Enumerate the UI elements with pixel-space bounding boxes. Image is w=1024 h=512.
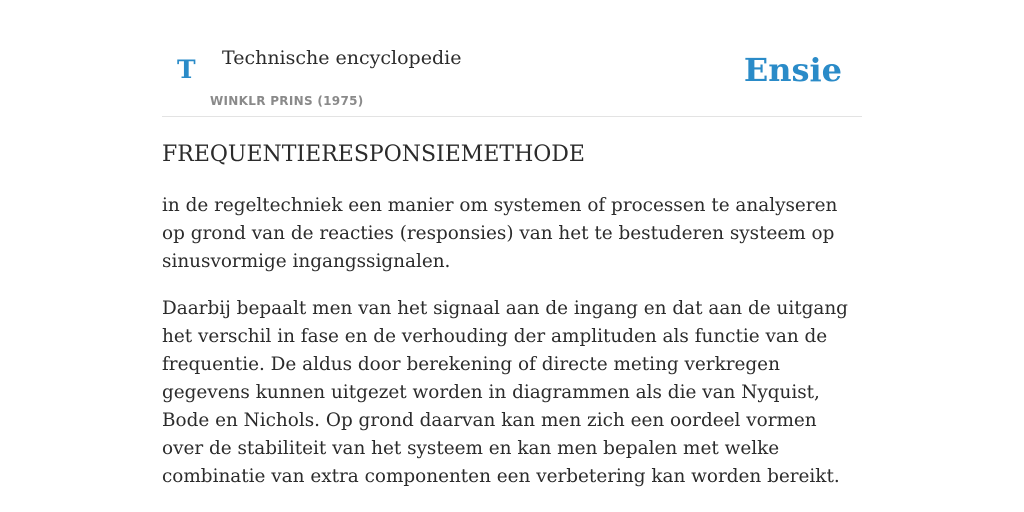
entry-paragraph: Daarbij bepaalt men van het signaal aan de ingang en dat aan de uitgang het verschil in fase en de verhouding der amplituden als functie van de frequentie. De aldus door berekening of directe meting verkregen gegevens kunnen uitgezet worden in diagrammen als die van Nyquist, Bode en Nichols. Op grond daarvan kan men zich een oordeel vormen over de stabiliteit van het systeem en kan men bepalen met welke combinatie van extra componenten een verbetering kan worden bereikt. [162,298,848,487]
source-header [162,0,862,117]
source-logo-icon[interactable]: T [177,55,196,84]
entry-title: FREQUENTIERESPONSIEMETHODE [162,142,585,167]
source-title[interactable]: Technische encyclopedie [222,47,462,69]
brand-logo[interactable]: Ensie [743,51,842,89]
entry-content [162,137,862,491]
source-subtitle: WINKLR PRINS (1975) [210,94,364,108]
entry-paragraph: in de regeltechniek een manier om systemen of processen te analyseren op grond van de reacties (responsies) van het te bestuderen systeem op sinusvormige ingangssignalen. [162,195,838,272]
